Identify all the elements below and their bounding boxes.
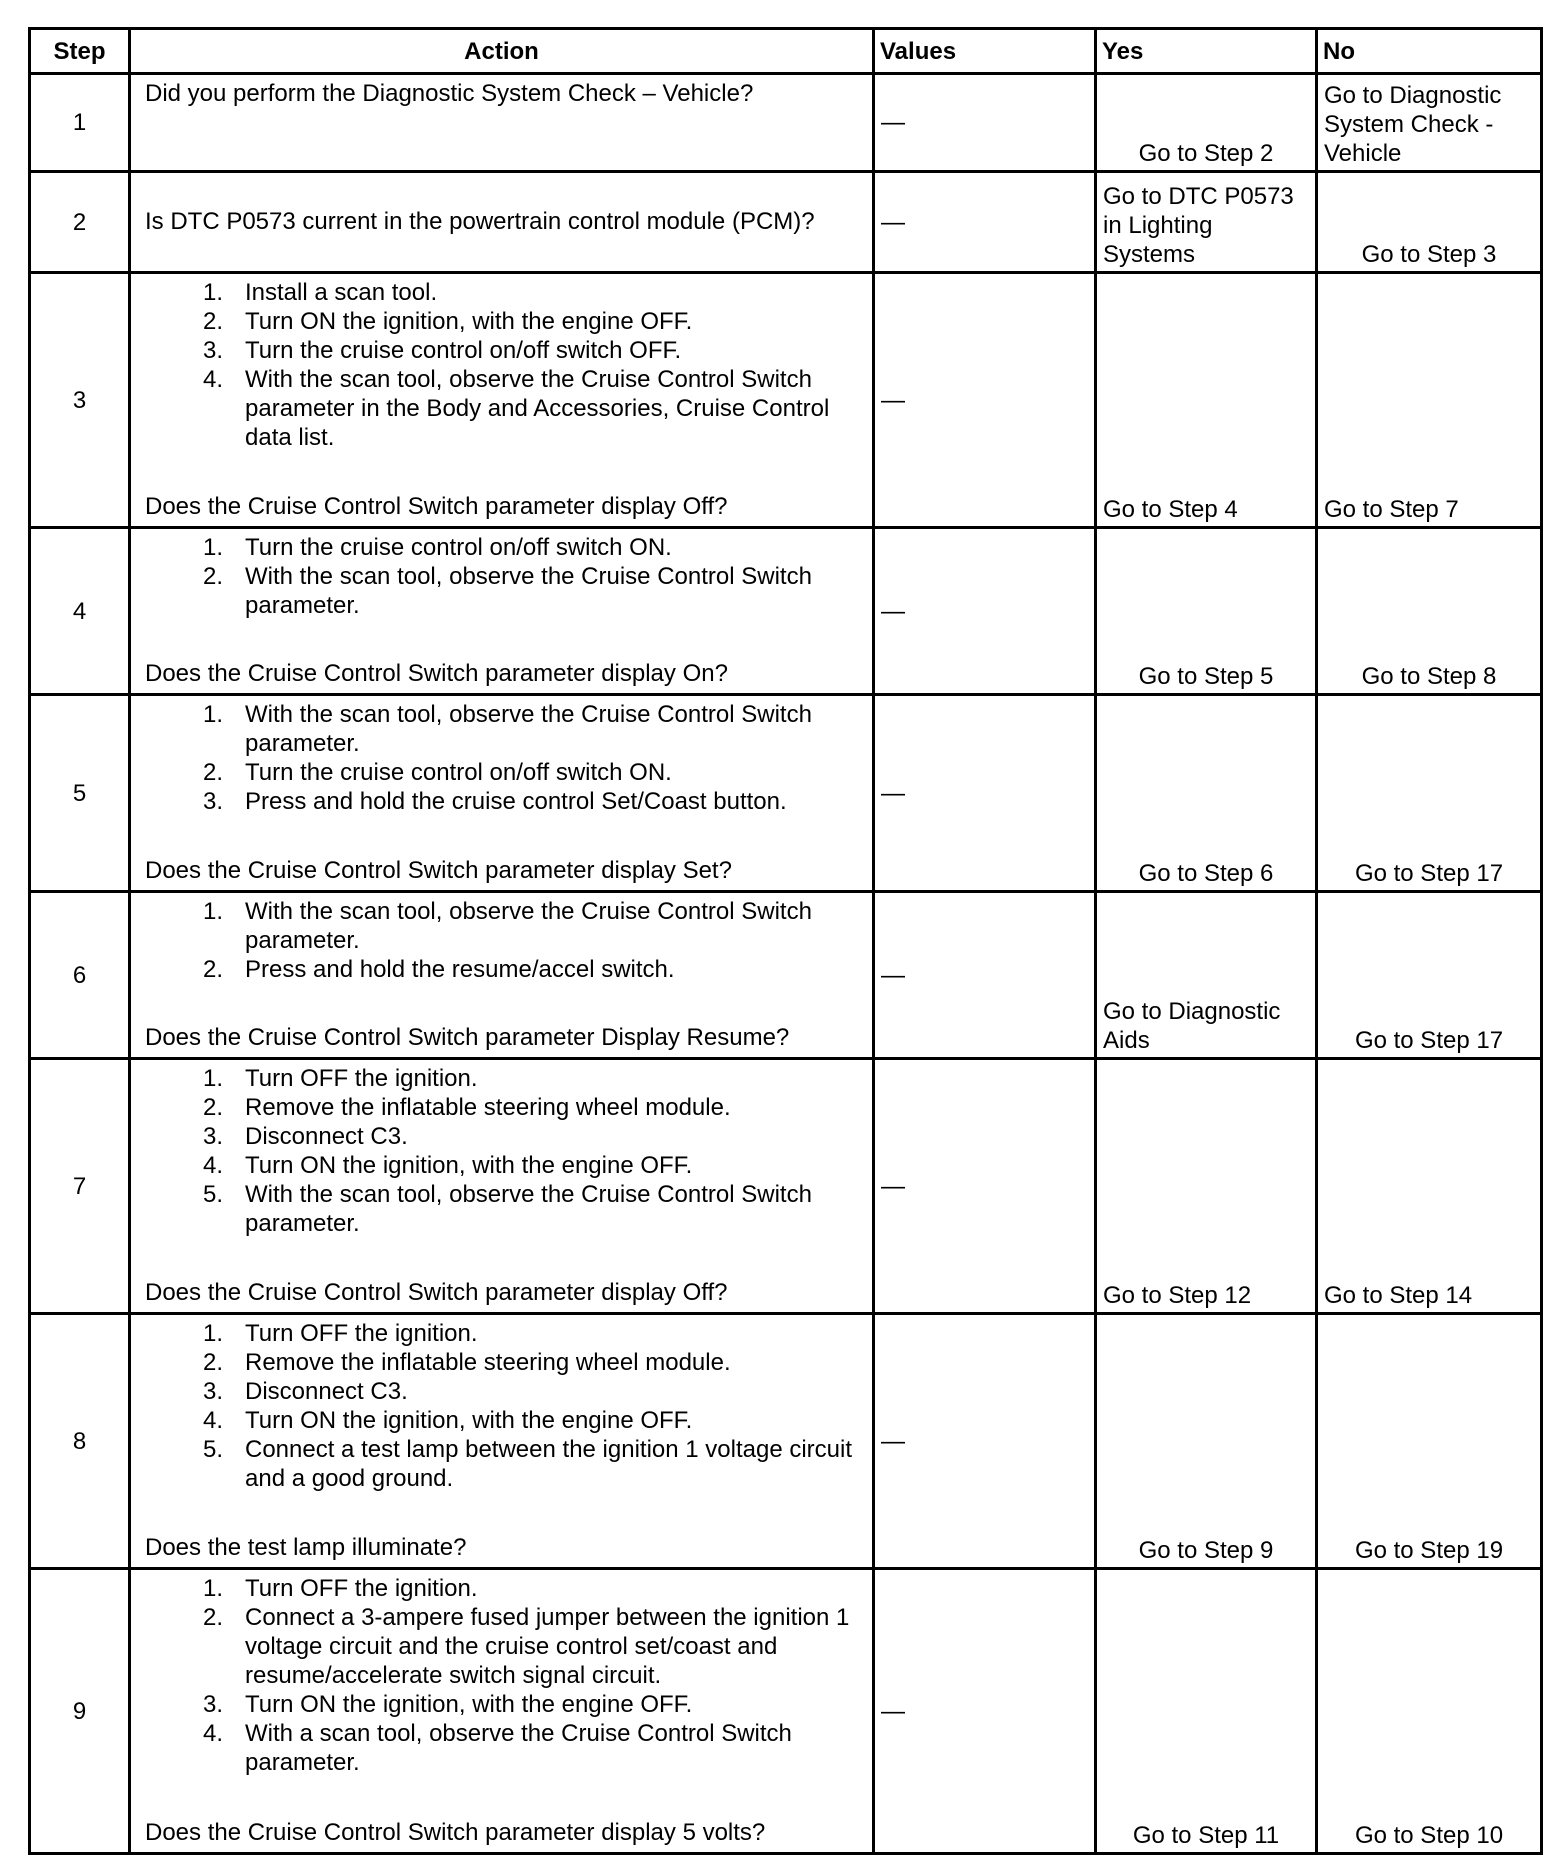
list-item <box>145 1603 858 1690</box>
item-text: Turn ON the ignition, with the engine OFF. <box>245 1407 693 1434</box>
item-text: Turn ON the ignition, with the engine OFF. <box>245 308 693 335</box>
no-cell: Go to Step 17 <box>1317 892 1542 1059</box>
header-no: No <box>1317 29 1542 74</box>
no-cell: Go to Step 14 <box>1317 1059 1542 1314</box>
list-item <box>145 1574 858 1603</box>
list-item <box>145 758 858 787</box>
item-text: Connect a 3-ampere fused jumper between the ignition 1 voltage circuit and the cruise control set/coast and resume/accelerate switch signal circuit. <box>245 1604 850 1689</box>
item-text: With the scan tool, observe the Cruise Control Switch parameter. <box>245 898 812 954</box>
action-steps <box>145 533 858 620</box>
item-number: 2. <box>202 956 223 983</box>
values-cell: — <box>874 1059 1096 1314</box>
item-text: Turn the cruise control on/off switch ON. <box>245 534 672 561</box>
yes-cell: Go to Step 11 <box>1096 1569 1317 1854</box>
list-item <box>145 1093 858 1122</box>
action-steps <box>145 700 858 816</box>
item-text: Turn ON the ignition, with the engine OFF. <box>245 1691 693 1718</box>
item-text: Turn ON the ignition, with the engine OFF. <box>245 1152 693 1179</box>
list-item <box>145 1690 858 1719</box>
item-text: Press and hold the resume/accel switch. <box>245 956 675 983</box>
list-item <box>145 700 858 758</box>
item-number: 4. <box>202 1720 223 1747</box>
item-number: 3. <box>202 1123 223 1150</box>
list-item <box>145 1719 858 1777</box>
action-question: Does the Cruise Control Switch parameter display On? <box>145 660 728 687</box>
item-number: 1. <box>202 701 223 728</box>
item-number: 1. <box>202 279 223 306</box>
action-question: Does the Cruise Control Switch parameter Display Resume? <box>145 1024 790 1051</box>
item-number: 3. <box>202 788 223 815</box>
item-text: With the scan tool, observe the Cruise Control Switch parameter. <box>245 1181 812 1237</box>
step-number: 6 <box>30 892 130 1059</box>
action-steps <box>145 1319 858 1493</box>
step-number: 1 <box>30 74 130 172</box>
action-question: Does the Cruise Control Switch parameter display Set? <box>145 857 732 884</box>
item-number: 1. <box>202 1065 223 1092</box>
action-cell <box>130 1314 874 1569</box>
action-cell <box>130 1569 874 1854</box>
no-cell: Go to Step 19 <box>1317 1314 1542 1569</box>
yes-cell: Go to Diagnostic Aids <box>1096 892 1317 1059</box>
action-steps <box>145 278 858 452</box>
item-text: Press and hold the cruise control Set/Coast button. <box>245 788 787 815</box>
values-cell: — <box>874 74 1096 172</box>
item-number: 2. <box>202 1349 223 1376</box>
item-number: 3. <box>202 1691 223 1718</box>
no-cell: Go to Step 17 <box>1317 695 1542 892</box>
list-item <box>145 533 858 562</box>
item-number: 4. <box>202 1152 223 1179</box>
yes-cell: Go to Step 6 <box>1096 695 1317 892</box>
values-cell: — <box>874 273 1096 528</box>
yes-cell: Go to Step 4 <box>1096 273 1317 528</box>
item-text: Disconnect C3. <box>245 1123 408 1150</box>
list-item <box>145 1064 858 1093</box>
list-item <box>145 1435 858 1493</box>
step-number: 4 <box>30 528 130 695</box>
values-cell: — <box>874 172 1096 273</box>
list-item <box>145 562 858 620</box>
list-item <box>145 1180 858 1238</box>
list-item <box>145 1406 858 1435</box>
step-number: 8 <box>30 1314 130 1569</box>
no-cell: Go to Step 10 <box>1317 1569 1542 1854</box>
action-question: Does the test lamp illuminate? <box>145 1534 467 1561</box>
action-cell <box>130 528 874 695</box>
no-cell: Go to Step 7 <box>1317 273 1542 528</box>
item-number: 3. <box>202 337 223 364</box>
action-question: Does the Cruise Control Switch parameter display Off? <box>145 1279 728 1306</box>
action-cell <box>130 1059 874 1314</box>
item-text: Install a scan tool. <box>245 279 438 306</box>
action-cell <box>130 892 874 1059</box>
item-number: 5. <box>202 1181 223 1208</box>
item-number: 2. <box>202 1094 223 1121</box>
table-row <box>30 1059 1542 1314</box>
item-number: 1. <box>202 1575 223 1602</box>
action-question: Did you perform the Diagnostic System Check – Vehicle? <box>145 80 754 107</box>
list-item <box>145 278 858 307</box>
item-text: Remove the inflatable steering wheel module. <box>245 1349 731 1376</box>
item-text: With the scan tool, observe the Cruise Control Switch parameter in the Body and Accessories, Cruise Control data list. <box>245 366 830 451</box>
action-question: Does the Cruise Control Switch parameter display 5 volts? <box>145 1819 766 1846</box>
table-row <box>30 695 1542 892</box>
item-number: 2. <box>202 759 223 786</box>
step-number: 2 <box>30 172 130 273</box>
list-item <box>145 307 858 336</box>
item-text: Remove the inflatable steering wheel module. <box>245 1094 731 1121</box>
list-item <box>145 365 858 452</box>
yes-cell: Go to DTC P0573 in Lighting Systems <box>1096 172 1317 273</box>
item-number: 2. <box>202 308 223 335</box>
action-cell <box>130 273 874 528</box>
action-steps <box>145 1574 858 1777</box>
table-row <box>30 273 1542 528</box>
item-text: Turn the cruise control on/off switch ON. <box>245 759 672 786</box>
table-row <box>30 892 1542 1059</box>
yes-cell: Go to Step 12 <box>1096 1059 1317 1314</box>
list-item <box>145 955 858 984</box>
yes-cell: Go to Step 2 <box>1096 74 1317 172</box>
yes-cell: Go to Step 9 <box>1096 1314 1317 1569</box>
no-cell: Go to Step 3 <box>1317 172 1542 273</box>
list-item <box>145 1122 858 1151</box>
table-row <box>30 1569 1542 1854</box>
step-number: 5 <box>30 695 130 892</box>
item-number: 4. <box>202 1407 223 1434</box>
header-row <box>30 29 1542 74</box>
list-item <box>145 897 858 955</box>
table-row <box>30 74 1542 172</box>
values-cell: — <box>874 528 1096 695</box>
item-number: 1. <box>202 898 223 925</box>
action-steps <box>145 897 858 984</box>
item-number: 5. <box>202 1436 223 1463</box>
table-row <box>30 172 1542 273</box>
item-text: Connect a test lamp between the ignition 1 voltage circuit and a good ground. <box>245 1436 853 1492</box>
item-text: Disconnect C3. <box>245 1378 408 1405</box>
item-text: With the scan tool, observe the Cruise Control Switch parameter. <box>245 701 812 757</box>
list-item <box>145 1151 858 1180</box>
item-text: Turn OFF the ignition. <box>245 1575 478 1602</box>
item-number: 4. <box>202 366 223 393</box>
action-question: Does the Cruise Control Switch parameter display Off? <box>145 493 728 520</box>
item-text: Turn the cruise control on/off switch OFF. <box>245 337 682 364</box>
step-number: 3 <box>30 273 130 528</box>
action-cell <box>130 74 874 172</box>
action-cell <box>130 172 874 273</box>
item-text: With a scan tool, observe the Cruise Control Switch parameter. <box>245 1720 792 1776</box>
values-cell: — <box>874 695 1096 892</box>
list-item <box>145 1377 858 1406</box>
values-cell: — <box>874 1314 1096 1569</box>
step-number: 9 <box>30 1569 130 1854</box>
item-number: 1. <box>202 534 223 561</box>
no-cell: Go to Step 8 <box>1317 528 1542 695</box>
header-values: Values <box>874 29 1096 74</box>
item-number: 2. <box>202 563 223 590</box>
action-cell <box>130 695 874 892</box>
list-item <box>145 1348 858 1377</box>
no-cell: Go to Diagnostic System Check - Vehicle <box>1317 74 1542 172</box>
item-number: 2. <box>202 1604 223 1631</box>
table-row <box>30 528 1542 695</box>
header-yes: Yes <box>1096 29 1317 74</box>
list-item <box>145 336 858 365</box>
header-step: Step <box>30 29 130 74</box>
yes-cell: Go to Step 5 <box>1096 528 1317 695</box>
action-steps <box>145 1064 858 1238</box>
values-cell: — <box>874 892 1096 1059</box>
item-number: 1. <box>202 1320 223 1347</box>
header-action: Action <box>130 29 874 74</box>
table-row <box>30 1314 1542 1569</box>
diagnostic-table <box>28 27 1543 1855</box>
item-number: 3. <box>202 1378 223 1405</box>
action-question: Is DTC P0573 current in the powertrain control module (PCM)? <box>145 208 815 235</box>
step-number: 7 <box>30 1059 130 1314</box>
item-text: Turn OFF the ignition. <box>245 1320 478 1347</box>
list-item <box>145 1319 858 1348</box>
values-cell: — <box>874 1569 1096 1854</box>
list-item <box>145 787 858 816</box>
item-text: With the scan tool, observe the Cruise Control Switch parameter. <box>245 563 812 619</box>
item-text: Turn OFF the ignition. <box>245 1065 478 1092</box>
